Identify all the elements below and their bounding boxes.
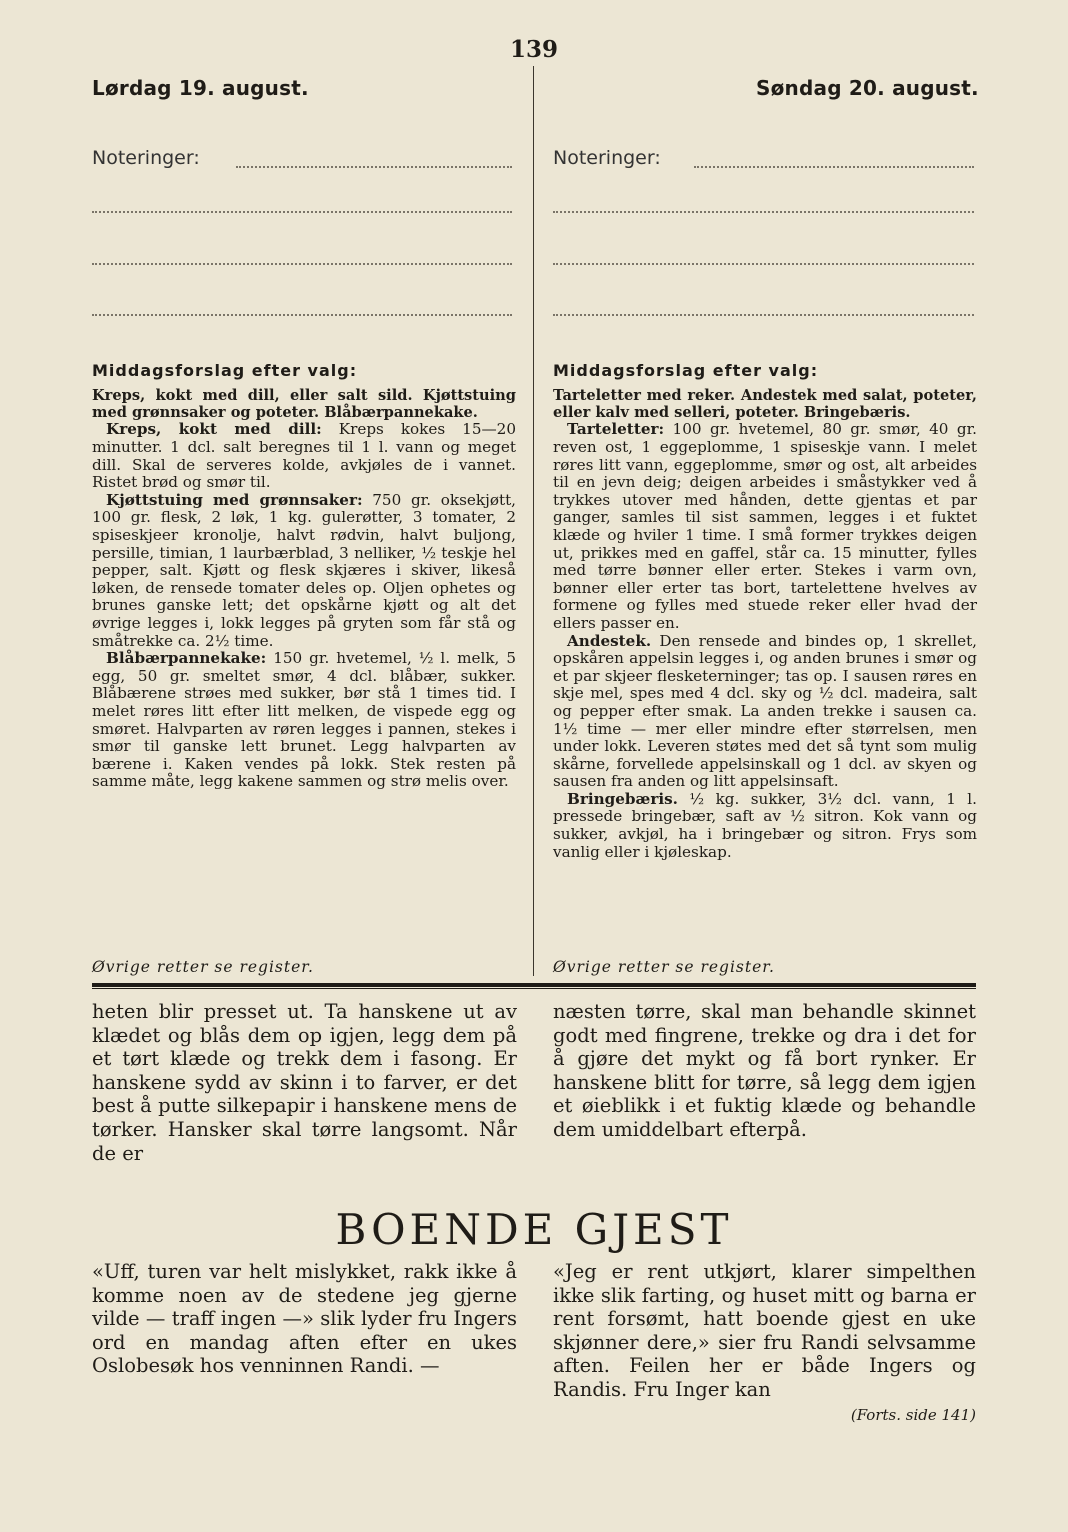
article-paragraph: «Jeg er rent utkjørt, klarer simpelthen ikke slik farting, og huset mitt og barna er rent forsømt, hatt boende gjest en uke skjønner dere,» sier fru Randi selvsamme aften. Feilen her er både Ingers og Randis. Fru Inger kan — [553, 1260, 976, 1401]
recipe-text: Den rensede and bindes op, 1 skrellet, opskåren appelsin legges i, og anden brunes i smør og et par skjeer flesketerninger; tas op. I sausen røres en skje mel, spes med 4 dcl. sky og ½ dcl. madeira, salt og pepper efter smak. La anden trekke i sausen ca. 1½ time — mer eller mindre efter størrelsen, men under lokk. Leveren støtes med det så tynt som mulig skårne, forvellede appelsinskall og 1 dcl. av skyen og sausen fra anden og litt appelsinsaft. — [553, 631, 977, 791]
continuation-right — [553, 1000, 976, 1142]
menu-title-left: Middagsforslag efter valg: — [92, 361, 358, 380]
recipe-tarteletter — [553, 421, 977, 632]
recipe-name: Kjøttstuing med grønnsaker: — [106, 490, 363, 509]
page-number: 139 — [509, 36, 558, 63]
recipe-kjottstuing — [92, 492, 516, 650]
recipe-name: Bringebæris. — [567, 789, 678, 808]
article-column-left — [92, 1260, 517, 1378]
recipe-name: Andestek. — [567, 631, 652, 650]
menu-suggestion-left: Kreps, kokt med dill, eller salt sild. Kjøttstuing med grønnsaker og poteter. Blåbærpannekake. — [92, 386, 516, 421]
other-recipes-right: Øvrige retter se register. — [553, 958, 775, 976]
notes-line-right-4[interactable] — [553, 314, 974, 316]
notes-line-left-3[interactable] — [92, 263, 512, 265]
notes-line-left-4[interactable] — [92, 314, 512, 316]
notes-line-right-2[interactable] — [553, 211, 974, 213]
continued-note: (Forts. side 141) — [850, 1406, 976, 1424]
menu-column-right — [553, 362, 977, 861]
notes-line-left-1[interactable] — [236, 166, 512, 168]
recipe-name: Blåbærpannekake: — [106, 649, 267, 668]
other-recipes-left: Øvrige retter se register. — [92, 958, 314, 976]
recipe-text: Kreps kokes 15—20 minutter. 1 dcl. salt beregnes til 1 l. vann og meget dill. Skal de serveres kolde, avkjøles de i vannet. Ristet brød og smør til. — [92, 420, 516, 492]
section-rule-thick — [92, 983, 976, 987]
menu-column-left — [92, 362, 516, 791]
day-heading-sunday: Søndag 20. august. — [756, 76, 979, 100]
article-heading: BOENDE GJEST — [335, 1205, 733, 1254]
recipe-blabaerpannekake — [92, 650, 516, 791]
continuation-paragraph: næsten tørre, skal man behandle skinnet godt med fingrene, trekke og dra i det for å gjøre det mykt og få bort rynker. Er hanskene blitt for tørre, så legg dem igjen et øieblikk i et fuktig klæde og behandle dem umiddelbart efterpå. — [553, 1000, 976, 1141]
notes-line-right-3[interactable] — [553, 263, 974, 265]
column-divider — [533, 66, 534, 976]
recipe-text: 750 gr. oksekjøtt, 100 gr. flesk, 2 løk, 1 kg. gulerøtter, 3 tomater, 2 spiseskjeer kronolje, halvt rødvin, halvt buljong, persille, timian, 1 laurbærblad, 3 nelliker, ½ teskje hel pepper, salt. Kjøtt og flesk skjæres i skiver, likeså løken, de rensede tomater deles op. Oljen ophetes og brunes ganske lett; det opskårne kjøtt og alt det øvrige legges i, lokk legges på gryten som får stå og småtrekke ca. 2½ time. — [92, 490, 516, 650]
day-heading-saturday: Lørdag 19. august. — [92, 76, 309, 100]
menu-suggestion-right: Tarteletter med reker. Andestek med salat, poteter, eller kalv med selleri, poteter. Bringebæris. — [553, 386, 977, 421]
recipe-bringebaeris — [553, 791, 977, 861]
notes-label-left: Noteringer: — [92, 147, 200, 169]
section-rule-thin — [92, 988, 976, 989]
continuation-left — [92, 1000, 517, 1165]
recipe-kreps — [92, 421, 516, 491]
menu-title-right: Middagsforslag efter valg: — [553, 361, 819, 380]
notes-line-right-1[interactable] — [694, 166, 974, 168]
notes-label-right: Noteringer: — [553, 147, 661, 169]
notes-line-left-2[interactable] — [92, 211, 512, 213]
recipe-name: Kreps, kokt med dill: — [106, 420, 322, 439]
continuation-paragraph: heten blir presset ut. Ta hanskene ut av klædet og blås dem op igjen, legg dem på et tørt klæde og trekk dem i fasong. Er hanskene sydd av skinn i to farver, er det best å putte silkepapir i hanskene mens de tørker. Hansker skal tørre langsomt. Når de er — [92, 1000, 517, 1165]
recipe-andestek — [553, 633, 977, 791]
recipe-text: ½ kg. sukker, 3½ dcl. vann, 1 l. pressede bringebær, saft av ½ sitron. Kok vann og sukker, avkjøl, ha i bringebær og sitron. Frys som vanlig eller i kjøleskap. — [553, 789, 977, 861]
recipe-text: 150 gr. hvetemel, ½ l. melk, 5 egg, 50 gr. smeltet smør, 4 dcl. blåbær, sukker. Blåbærene strøes med sukker, bør stå 1 times tid. I melet røres litt efter litt melken, de vispede egg og smøret. Halvparten av røren legges i pannen, stekes i smør til ganske lett brunet. Legg halvparten av bærene i. Kaken vendes på lokk. Stek resten på samme måte, legg kakene sammen og strø melis over. — [92, 649, 516, 791]
recipe-text: 100 gr. hvetemel, 80 gr. smør, 40 gr. reven ost, 1 eggeplomme, 1 spiseskje vann. I melet røres litt vann, eggeplomme, smør og ost, alt arbeides til en jevn deig; deigen arbeides i småstykker ved å trykkes utover med hånden, dette gjentas et par ganger, samles til sist sammen, legges i et fuktet klæde og hviler 1 time. I små former trykkes deigen ut, prikkes med en gaffel, står ca. 15 minutter, fylles med tørre bønner eller erter. Stekes i varm ovn, bønner eller erter tas bort, tartelettene hvelves av formene og fylles med stuede reker eller hvad der ellers passer en. — [553, 420, 977, 632]
article-column-right — [553, 1260, 976, 1402]
recipe-name: Tarteletter: — [567, 420, 665, 439]
article-paragraph: «Uff, turen var helt mislykket, rakk ikke å komme noen av de stedene jeg gjerne vilde — traff ingen —» slik lyder fru Ingers ord en mandag aften efter en ukes Oslobesøk hos venninnen Randi. — — [92, 1260, 517, 1378]
